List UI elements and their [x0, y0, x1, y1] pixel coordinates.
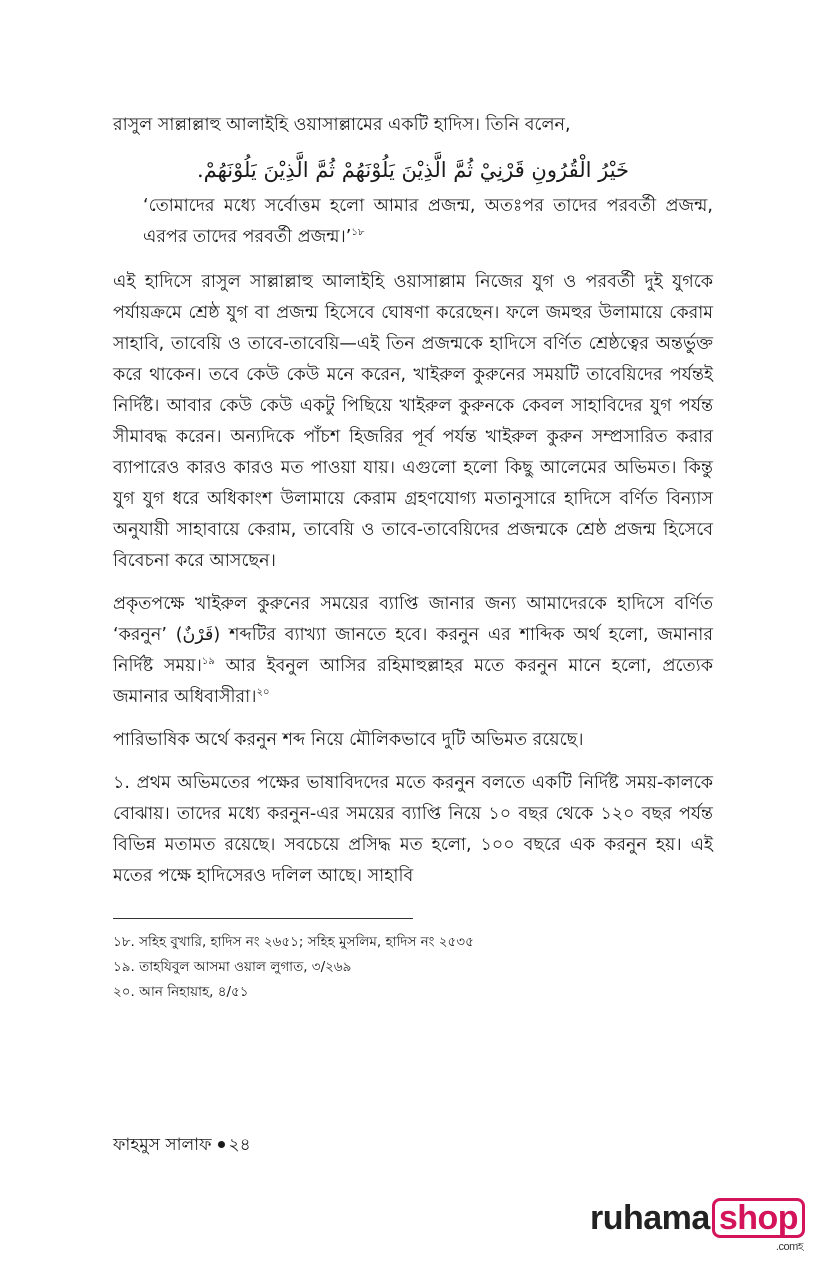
paragraph-5: ১. প্রথম অভিমতের পক্ষের ভাষাবিদদের মতে করনুন বলতে একটি নির্দিষ্ট সময়-কালকে বোঝায়। তাদের মধ্যে করনুন-এর সময়ের ব্যাপ্তি নিয়ে ১০ বছর থেকে ১২০ বছর পর্যন্ত বিভিন্ন মতামত রয়েছে। সবচেয়ে প্রসিদ্ধ মত হলো, ১০০ বছরে এক করনুন হয়। এই মতের পক্ষে হাদিসেরও দলিল আছে। সাহাবি — [113, 773, 713, 886]
arabic-hadith: خَيْرُ الْقُرُونِ قَرْنِيْ ثُمَّ الَّذِيْنَ يَلُوْنَهُمْ ثُمَّ الَّذِيْنَ يَلُوْنَهُمْ. — [196, 158, 630, 182]
paragraph-2: এই হাদিসে রাসুল সাল্লাল্লাহু আলাইহি ওয়াসাল্লাম নিজের যুগ ও পরবর্তী দুই যুগকে পর্যায়ক্রমে শ্রেষ্ঠ যুগ বা প্রজন্ম হিসেবে ঘোষণা করেছেন। ফলে জমহুর উলামায়ে কেরাম সাহাবি, তাবেয়ি ও তাবে-তাবেয়ি—এই তিন প্রজন্মকে হাদিসে বর্ণিত শ্রেষ্ঠত্বের অন্তর্ভুক্ত করে থাকেন। তবে কেউ কেউ মনে করেন, খাইরুল কুরুনের সময়টি তাবেয়িদের পর্যন্তই নির্দিষ্ট। আবার কেউ কেউ একটু পিছিয়ে খাইরুল কুরুনকে কেবল সাহাবিদের যুগ পর্যন্ত সীমাবদ্ধ করেন। অন্যদিকে পাঁচশ হিজরির পূর্ব পর্যন্ত খাইরুল কুরুন সম্প্রসারিত করার ব্যাপারেও কারও কারও মত পাওয়া যায়। এগুলো হলো কিছু আলেমের অভিমত। কিন্তু যুগ যুগ ধরে অধিকাংশ উলামায়ে কেরাম গ্রহণযোগ্য মতানুসারে হাদিসে বর্ণিত বিন্যাস অনুযায়ী সাহাবায়ে কেরাম, তাবেয়ি ও তাবে-তাবেয়িদের প্রজন্মকে শ্রেষ্ঠ প্রজন্ম হিসেবে বিবেচনা করে আসছেন। — [113, 272, 713, 571]
brand-logo-text: ruhama — [590, 1199, 710, 1237]
footnote-ref-19: ১৯ — [201, 656, 215, 668]
footnote-19: ১৯. তাহযিবুল আসমা ওয়াল লুগাত, ৩/২৬৯ — [113, 959, 352, 975]
footnote-divider — [113, 918, 413, 919]
book-title: ফাহমুস সালাফ — [113, 1135, 212, 1155]
paragraph-3-part1: প্রকৃতপক্ষে খাইরুল কুরুনের সময়ের ব্যাপ্তি জানার জন্য আমাদেরকে হাদিসে বর্ণিত ‘করনুন’ (قَرْنٌ) শব্দটির ব্যাখ্যা জানতে হবে। করনুন এর শাব্দিক অর্থ হলো, জমানার নির্দিষ্ট সময়। — [113, 594, 714, 676]
page-body — [113, 110, 713, 1006]
bullet-dot-icon — [218, 1141, 225, 1148]
translation-text: ‘তোমাদের মধ্যে সর্বোত্তম হলো আমার প্রজন্ম, অতঃপর তাদের পরবর্তী প্রজন্ম, এরপর তাদের পরবর্তী প্রজন্ম।’ — [143, 196, 713, 247]
footnote-20: ২০. আন নিহায়াহ, ৪/৫১ — [113, 984, 249, 1000]
paragraph-4: পারিভাষিক অর্থে করনুন শব্দ নিয়ে মৌলিকভাবে দুটি অভিমত রয়েছে। — [113, 730, 584, 750]
page-number: ২৪ — [228, 1135, 251, 1155]
brand-logo-badge: shop — [712, 1198, 805, 1238]
paragraph-3-part2: আর ইবনুল আসির রহিমাহুল্লাহর মতে করনুন মানে হলো, প্রত্যেক জমানার অধিবাসীরা। — [113, 656, 713, 707]
intro-line: রাসুল সাল্লাল্লাহু আলাইহি ওয়াসাল্লামের একটি হাদিস। তিনি বলেন, — [113, 115, 571, 135]
page-footer — [113, 1132, 251, 1160]
footnote-18: ১৮. সহিহ বুখারি, হাদিস নং ২৬৫১; সহিহ মুসলিম, হাদিস নং ২৫৩৫ — [113, 934, 474, 950]
brand-logo-suffix: .comহ — [775, 1241, 804, 1253]
hadith-translation — [143, 191, 713, 253]
footnote-ref-20: ২০ — [256, 687, 270, 699]
brand-logo — [590, 1198, 805, 1253]
paragraph-3 — [113, 589, 713, 713]
footnote-ref-18: ১৮ — [351, 227, 365, 239]
